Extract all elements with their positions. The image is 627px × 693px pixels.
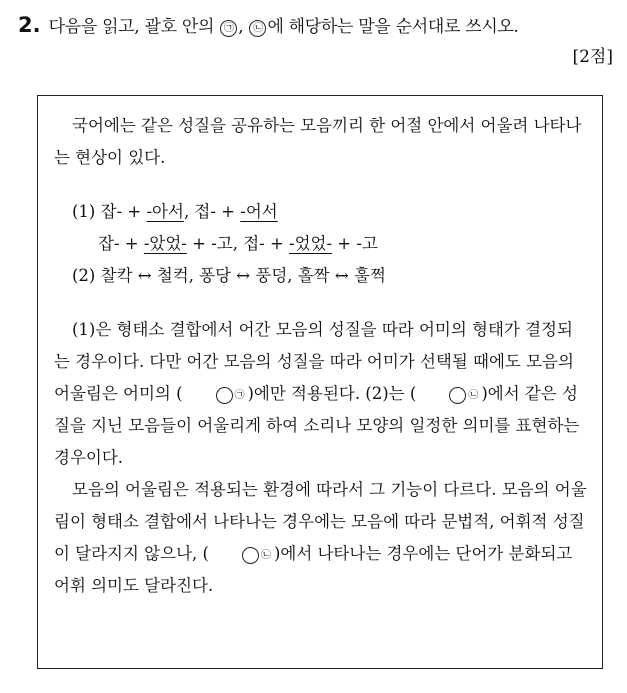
blank-mark-2: ㉡	[449, 387, 466, 404]
ex1-ending-1: -아서	[146, 202, 184, 221]
passage-intro: 국어에는 같은 성질을 공유하는 모음끼리 한 어절 안에서 어울려 나타나는 현상이 있다.	[54, 116, 582, 167]
blank-mark-1: ㉠	[216, 387, 233, 404]
ex1-stem-3: 잡- +	[98, 234, 144, 253]
circled-mark-2: ㉡	[249, 20, 266, 37]
p3-text-a: 모음의 어울림은 적용되는 환경에 따라서 그 기능이 다르다. 모음의 어울림이 형태소 결합에서 나타나는 경우에는 모음에 따라 문법적, 어휘적 성질이 달라지지 않으나, (	[54, 480, 587, 563]
ex1-ending-4: -었었-	[289, 234, 333, 253]
prompt-text-before: 다음을 읽고, 괄호 안의	[48, 17, 220, 37]
example-1	[54, 196, 588, 260]
question-number: 2.	[18, 13, 41, 37]
example-1-line-1	[72, 196, 588, 228]
p2-text-b: )에만 적용된다. (2)는 (	[247, 384, 417, 403]
example-2-text: 찰칵 ↔ 철컥, 퐁당 ↔ 풍덩, 홀짝 ↔ 훌쩍	[100, 266, 386, 285]
passage-paragraph-2	[54, 314, 588, 474]
score-label: [2점]	[572, 47, 613, 67]
ex1-stem-1: 잡- +	[100, 202, 147, 221]
p3-text-b: )에서 나타나는 경우에는 단어가 분화되고 어휘 의미도 달라진다.	[54, 544, 573, 595]
example-1-label: (1)	[72, 202, 96, 221]
p2-text-a: (1)은 형태소 결합에서 어간 모음의 성질을 따라 어미의 형태가 결정되는 경우이다. 다만 어간 모음의 성질을 따라 어미가 선택될 때에도 모음의 어울림은 어미의 (	[54, 320, 574, 403]
example-1-line-2	[72, 228, 588, 260]
ex1-tail: + -고	[332, 234, 378, 253]
ex1-ending-3: -았었-	[143, 234, 187, 253]
circled-mark-1: ㉠	[220, 20, 237, 37]
question-prompt-line	[18, 10, 613, 42]
ex1-stem-4: + -고, 접- +	[186, 234, 290, 253]
p2-text-c: )에서 같은 성질을 지닌 모음들이 어울리게 하여 소리나 모양의 일정한 의미를 표현하는 경우이다.	[54, 384, 580, 467]
question-header	[18, 10, 613, 70]
prompt-text-after: 에 해당하는 말을 순서대로 쓰시오.	[267, 17, 519, 37]
ex1-ending-2: -어서	[240, 202, 278, 221]
passage-paragraph-3	[54, 474, 588, 602]
passage-box	[37, 95, 603, 669]
ex1-stem-2: , 접- +	[183, 202, 241, 221]
question-prompt	[49, 12, 519, 42]
example-2-label: (2)	[72, 266, 96, 285]
blank-mark-3: ㉡	[242, 547, 259, 564]
prompt-comma: ,	[238, 17, 249, 37]
example-2	[54, 260, 588, 292]
